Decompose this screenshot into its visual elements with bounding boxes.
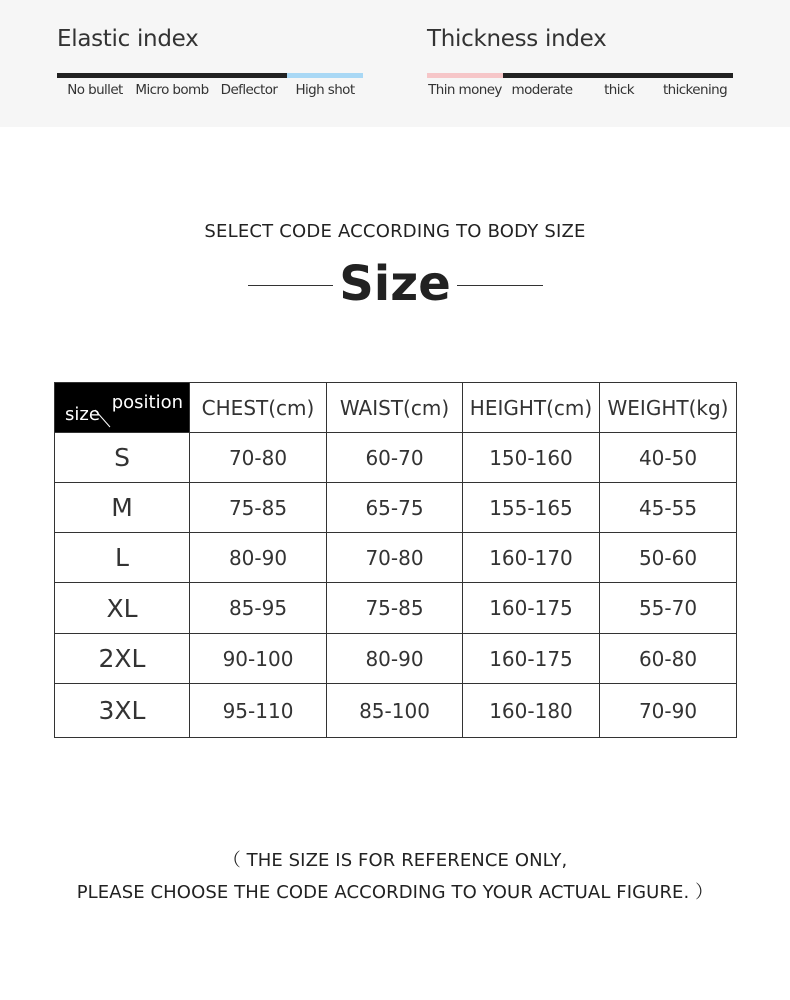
- height-cell: 160-175: [463, 634, 600, 684]
- table-row: [55, 433, 737, 483]
- thickness-index-title: Thickness index: [427, 26, 607, 52]
- title-rule-right: [457, 285, 543, 286]
- height-cell: 160-175: [463, 583, 600, 634]
- waist-cell: 65-75: [327, 483, 463, 533]
- weight-cell: 45-55: [600, 483, 737, 533]
- thickness-level-label: thick: [604, 82, 634, 98]
- thickness-level-label: Thin money: [428, 82, 502, 98]
- size-cell: M: [55, 483, 190, 533]
- weight-cell: 40-50: [600, 433, 737, 483]
- column-header: WAIST(cm): [327, 383, 463, 433]
- table-row: [55, 583, 737, 634]
- thickness-level-label: moderate: [511, 82, 573, 98]
- waist-cell: 70-80: [327, 533, 463, 583]
- table-row: [55, 483, 737, 533]
- reference-note-line-1: （ THE SIZE IS FOR REFERENCE ONLY,: [222, 850, 568, 871]
- waist-cell: 85-100: [327, 684, 463, 738]
- size-cell: 2XL: [55, 634, 190, 684]
- height-cell: 160-180: [463, 684, 600, 738]
- size-cell: 3XL: [55, 684, 190, 738]
- reference-note-line-2: PLEASE CHOOSE THE CODE ACCORDING TO YOUR ACTUAL FIGURE. ）: [76, 882, 714, 903]
- height-cell: 150-160: [463, 433, 600, 483]
- height-cell: 160-170: [463, 533, 600, 583]
- thickness-index-bar: [427, 73, 733, 78]
- corner-label-size: size: [65, 404, 100, 425]
- section-subtitle: SELECT CODE ACCORDING TO BODY SIZE: [204, 221, 586, 242]
- chest-cell: 80-90: [190, 533, 327, 583]
- thickness-level-label: thickening: [662, 82, 728, 98]
- size-cell: XL: [55, 583, 190, 634]
- weight-cell: 55-70: [600, 583, 737, 634]
- weight-cell: 60-80: [600, 634, 737, 684]
- thickness-bar-base: [503, 73, 733, 78]
- page-title: Size: [339, 256, 451, 312]
- corner-label-position: position: [111, 392, 183, 413]
- size-chart-table: [54, 382, 737, 738]
- waist-cell: 60-70: [327, 433, 463, 483]
- index-band: [0, 0, 790, 127]
- elastic-index-labels: [57, 82, 363, 98]
- elastic-level-label: Deflector: [220, 82, 278, 98]
- height-cell: 155-165: [463, 483, 600, 533]
- waist-cell: 75-85: [327, 583, 463, 634]
- size-cell: L: [55, 533, 190, 583]
- chest-cell: 85-95: [190, 583, 327, 634]
- thickness-bar-active: [427, 73, 503, 78]
- chest-cell: 95-110: [190, 684, 327, 738]
- weight-cell: 70-90: [600, 684, 737, 738]
- chest-cell: 90-100: [190, 634, 327, 684]
- elastic-level-label: No bullet: [67, 82, 123, 98]
- elastic-level-label: High shot: [295, 82, 355, 98]
- column-header: WEIGHT(kg): [600, 383, 737, 433]
- elastic-index-bar: [57, 73, 363, 78]
- thickness-index-labels: [427, 82, 733, 98]
- elastic-level-label: Micro bomb: [135, 82, 209, 98]
- elastic-bar-active: [287, 73, 363, 78]
- table-header-row: [55, 383, 737, 433]
- chest-cell: 70-80: [190, 433, 327, 483]
- waist-cell: 80-90: [327, 634, 463, 684]
- table-row: [55, 533, 737, 583]
- table-corner-cell: [55, 383, 190, 433]
- elastic-index-title: Elastic index: [57, 26, 199, 52]
- chest-cell: 75-85: [190, 483, 327, 533]
- size-cell: S: [55, 433, 190, 483]
- column-header: CHEST(cm): [190, 383, 327, 433]
- column-header: HEIGHT(cm): [463, 383, 600, 433]
- table-row: [55, 634, 737, 684]
- weight-cell: 50-60: [600, 533, 737, 583]
- table-row: [55, 684, 737, 738]
- elastic-bar-base: [57, 73, 287, 78]
